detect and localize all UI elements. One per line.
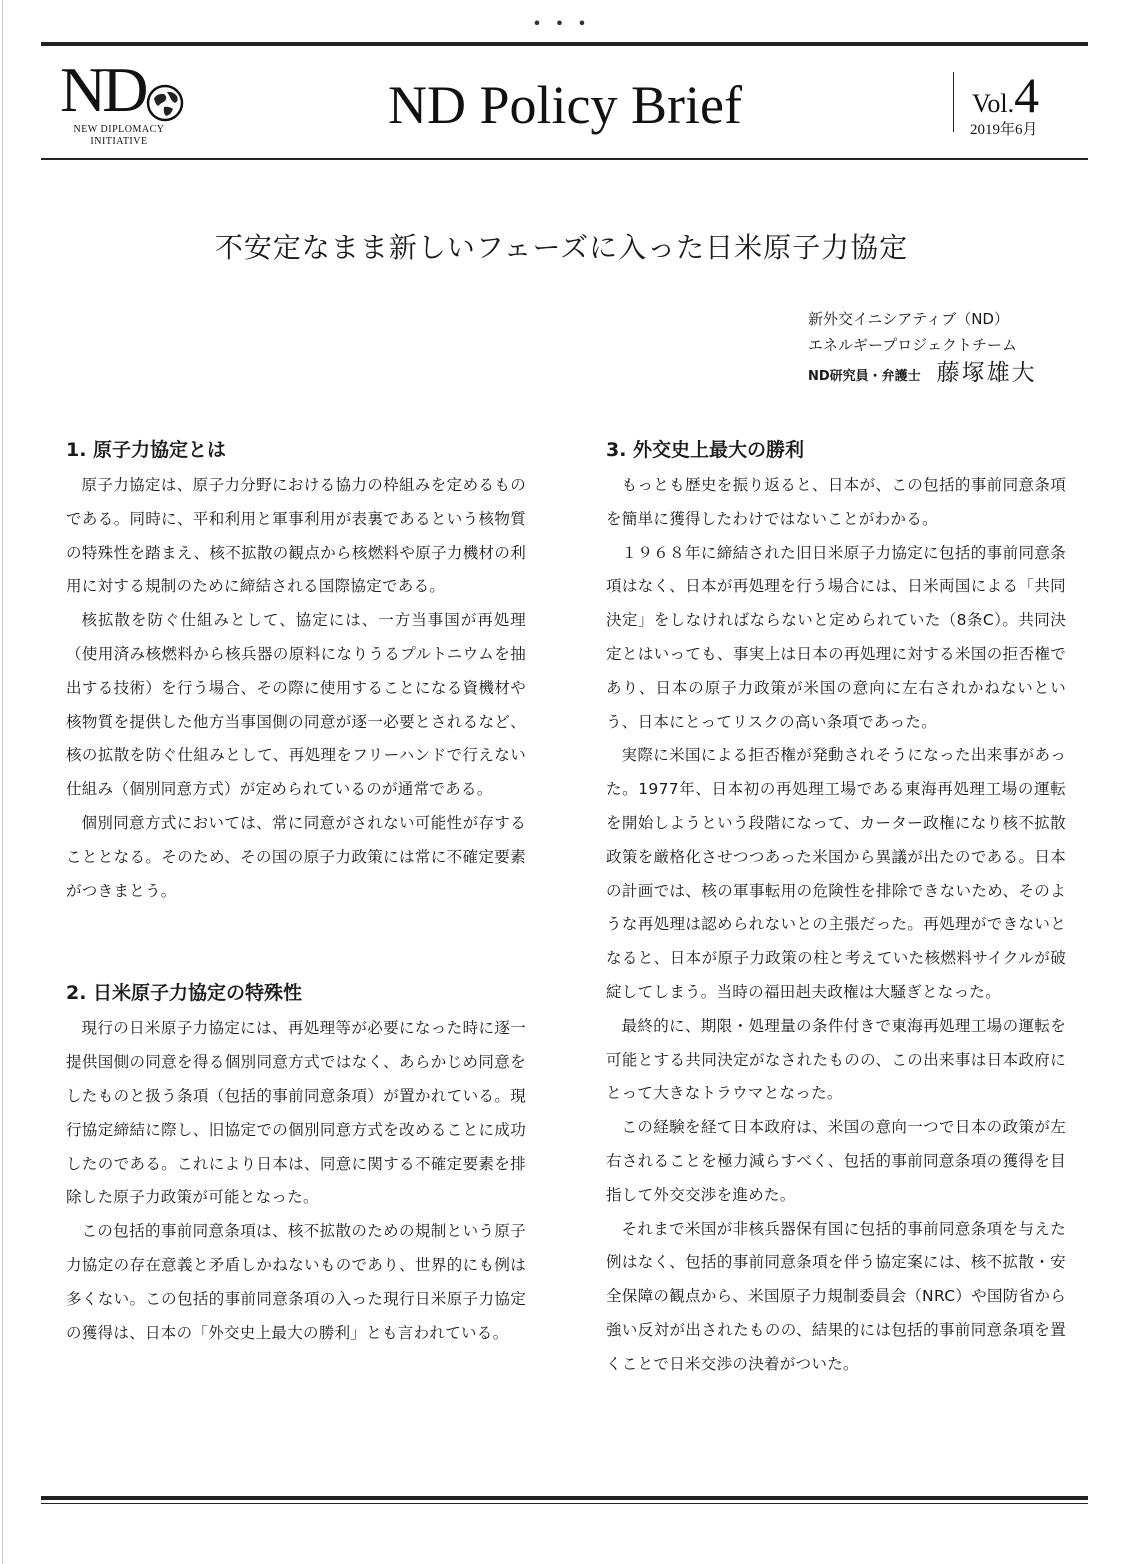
logo-subtitle-line2: INITIATIVE xyxy=(90,136,148,147)
paragraph: もっとも歴史を振り返ると、日本が、この包括的事前同意条項を簡単に獲得したわけではないことがわかる。 xyxy=(606,476,1066,528)
byline-author-name: 藤塚雄大 xyxy=(936,360,1037,386)
logo-subtitle xyxy=(60,124,178,148)
byline-author-row xyxy=(808,360,1088,390)
paragraph: 原子力協定は、原子力分野における協力の枠組みを定めるものである。同時に、平和利用と軍事利用が表裏であるという核物質の特殊性を踏まえ、核不拡散の観点から核燃料や原子力機材の利用に対する規制のために締結される国際協定である。 xyxy=(66,476,526,596)
volume-divider xyxy=(953,72,954,132)
section-heading: 3. 外交史上最大の勝利 xyxy=(606,439,805,461)
section-spacer xyxy=(66,908,526,978)
right-column xyxy=(606,435,1066,1382)
volume-number: 4 xyxy=(1014,67,1040,123)
globe-icon xyxy=(146,84,184,122)
nd-logo xyxy=(60,54,190,150)
issue-date: 2019年6月 xyxy=(970,122,1038,138)
paragraph: この包括的事前同意条項は、核不拡散のための規制という原子力協定の存在意義と矛盾しかねないものであり、世界的にも例は多くない。この包括的事前同意条項の入った現行日米原子力協定の獲得は、日本の「外交史上最大の勝利」とも言われている。 xyxy=(66,1222,526,1342)
paragraph: 現行の日米原子力協定には、再処理等が必要になった時に逐一提供国側の同意を得る個別同意方式ではなく、あらかじめ同意をしたものと扱う条項（包括的事前同意条項）が置かれている。現行協定締結に際し、旧協定での個別同意方式を改めることに成功したのである。これにより日本は、同意に関する不確定要素を排除した原子力政策が可能となった。 xyxy=(66,1019,526,1207)
section-heading: 1. 原子力協定とは xyxy=(66,439,227,461)
paragraph: 実際に米国による拒否権が発動されそうになった出来事があった。1977年、日本初の再処理工場である東海再処理工場の運転を開始しようという段階になって、カーター政権になり核不拡散政策を厳格化させつつあった米国から異議が出たのである。日本の計画では、核の軍事転用の危険性を排除できないため、そのような再処理は認められないとの主張だった。再処理ができないとなると、日本が原子力政策の柱と考えていた核燃料サイクルが破綻してしまう。当時の福田赳夫政権は大騒ぎとなった。 xyxy=(606,746,1066,1001)
logo-subtitle-line1: NEW DIPLOMACY xyxy=(73,124,165,135)
page-edge-line xyxy=(2,0,3,1564)
header-bottom-rule xyxy=(41,158,1088,160)
paragraph: １９６８年に締結された旧日米原子力協定に包括的事前同意条項はなく、日本が再処理を行う場合には、日米両国による「共同決定」をしなければならないと定められていた（8条C）。共同決定とはいっても、事実上は日本の再処理に対する米国の拒否権であり、日本の原子力政策が米国の意向に左右されかねないという、日本にとってリスクの高い条項であった。 xyxy=(606,543,1066,731)
article-title: 不安定なまま新しいフェーズに入った日米原子力協定 xyxy=(214,231,909,264)
paragraph: それまで米国が非核兵器保有国に包括的事前同意条項を与えた例はなく、包括的事前同意条項を伴う協定案には、核不拡散・安全保障の観点から、米国原子力規制委員会（NRC）や国防省から強い反対が出されたものの、結果的には包括的事前同意条項を置くことで日米交渉の決着がついた。 xyxy=(606,1219,1066,1373)
byline-team: エネルギープロジェクトチーム xyxy=(808,336,1017,354)
volume-label: Vol. xyxy=(972,89,1015,118)
paragraph: 個別同意方式においては、常に同意がされない可能性が存することとなる。そのため、その国の原子力政策には常に不確定要素がつきまとう。 xyxy=(66,813,526,900)
left-column xyxy=(66,435,526,1350)
volume-indicator xyxy=(972,66,1039,124)
paragraph: 最終的に、期限・処理量の条件付きで東海再処理工場の運転を可能とする共同決定がなされたものの、この出来事は日本政府にとって大きなトラウマとなった。 xyxy=(606,1016,1066,1103)
paragraph: この経験を経て日本政府は、米国の意向一つで日本の政策が左右されることを極力減らすべく、包括的事前同意条項の獲得を目指して外交交渉を進めた。 xyxy=(606,1118,1066,1204)
footer-rule-thick xyxy=(41,1496,1088,1500)
byline-role: ND研究員・弁護士 xyxy=(808,369,921,384)
header-top-rule xyxy=(41,42,1088,46)
footer-rule-thin xyxy=(41,1503,1088,1504)
publication-title: ND Policy Brief xyxy=(388,75,742,135)
logo-mark: ND xyxy=(60,54,145,125)
byline-organization: 新外交イニシアティブ（ND） xyxy=(808,310,1009,328)
paragraph: 核拡散を防ぐ仕組みとして、協定には、一方当事国が再処理（使用済み核燃料から核兵器の原料になりうるプルトニウムを抽出する技術）を行う場合、その際に使用することになる資機材や核物質を提供した他方当事国側の同意が逐一必要とされるなど、核の拡散を防ぐ仕組みとして、再処理をフリーハンドで行えない仕組み（個別同意方式）が定められているのが通常である。 xyxy=(66,611,526,799)
top-marks: • • • xyxy=(532,14,591,33)
section-heading: 2. 日米原子力協定の特殊性 xyxy=(66,982,303,1005)
byline xyxy=(808,306,1088,390)
